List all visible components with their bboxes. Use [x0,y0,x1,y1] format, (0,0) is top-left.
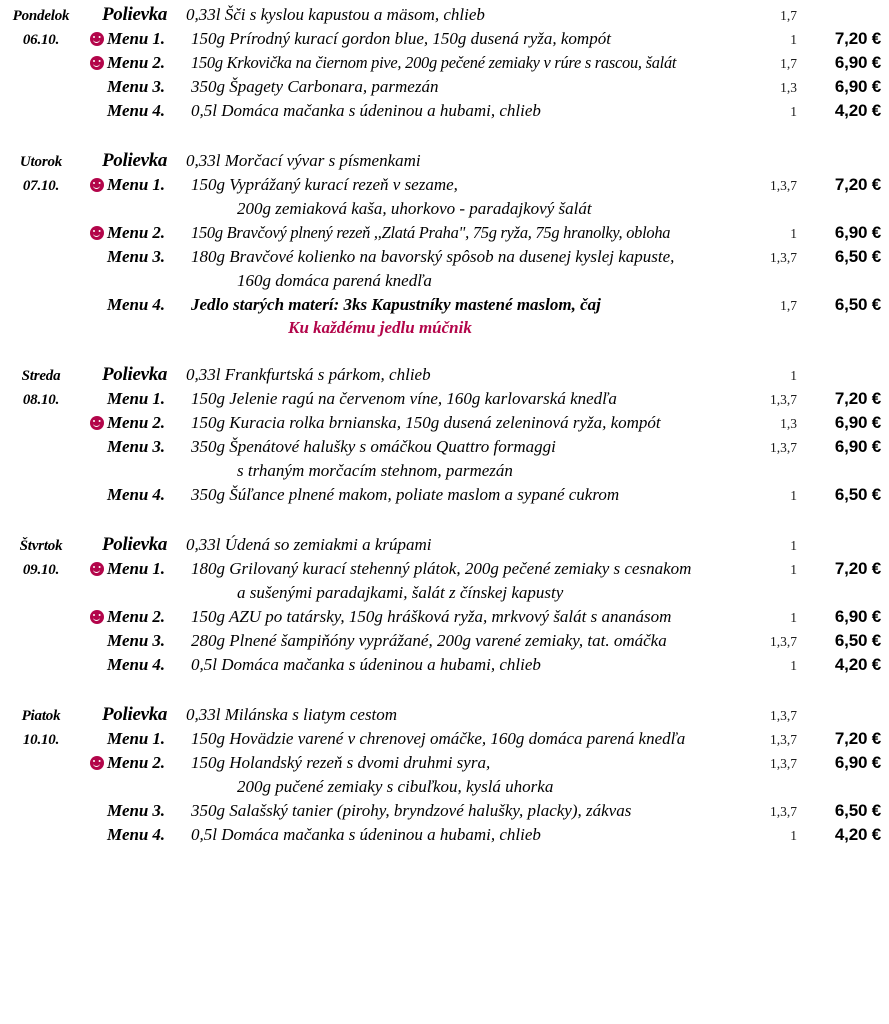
dish-price: 6,50 € [834,485,881,504]
dish-description: 150g Vyprážaný kurací rezeň v sezame, [191,175,458,194]
dish-price: 6,50 € [834,631,881,650]
allergen-codes: 1,3 [780,80,797,95]
allergen-codes: 1,3,7 [770,178,797,193]
menu-row [0,558,889,582]
dish-description: 0,33l Šči s kyslou kapustou a mäsom, chlieb [186,5,485,24]
smiley-slot [82,55,104,73]
dish-description: 0,33l Frankfurtská s párkom, chlieb [186,365,431,384]
dish-description: 150g Krkovička na čiernom pive, 200g pečené zemiaky v rúre s rascou, šalát [191,53,677,72]
day-name: Štvrtok [19,538,63,554]
smiley-face-icon [90,178,104,192]
dish-description: Jedlo starých materí: 3ks Kapustníky mastené maslom, čaj [191,295,601,314]
day-block [0,150,889,338]
soup-row [0,534,889,558]
menu-row [0,824,889,848]
smiley-face-icon [90,416,104,430]
dish-description: 280g Plnené šampiňóny vyprážané, 200g varené zemiaky, tat. omáčka [191,631,667,650]
dish-description-continuation-row [0,270,889,294]
day-date: 09.10. [22,562,60,578]
dish-price: 6,50 € [834,295,881,314]
menu-row [0,246,889,270]
dish-description: 150g Prírodný kurací gordon blue, 150g dusená ryža, kompót [191,29,611,48]
menu-row [0,412,889,436]
menu-label: Menu 2. [107,753,165,772]
menu-label: Menu 1. [107,389,165,408]
day-name: Utorok [19,154,63,170]
dish-description-continuation: s trhaným morčacím stehnom, parmezán [237,461,513,480]
day-date: 08.10. [22,392,60,408]
smiley-slot [82,755,104,773]
smiley-slot [82,177,104,195]
day-name: Piatok [21,708,61,724]
allergen-codes: 1 [790,488,797,503]
dish-description: 150g Bravčový plnený rezeň ,,Zlatá Praha", 75g ryža, 75g hranolky, obloha [191,223,671,242]
smiley-slot [82,609,104,627]
menu-row [0,174,889,198]
dish-description: 150g Hovädzie varené v chrenovej omáčke, 160g domáca parená knedľa [191,729,686,748]
dish-price: 7,20 € [834,729,881,748]
dish-description: 0,33l Údená so zemiakmi a krúpami [186,535,432,554]
dish-price: 6,90 € [834,437,881,456]
day-block [0,704,889,848]
menu-label: Menu 4. [107,295,165,314]
dish-description: 0,33l Morčací vývar s písmenkami [186,151,421,170]
dish-description: 350g Špagety Carbonara, parmezán [191,77,439,96]
menu-row [0,484,889,508]
menu-label: Menu 3. [107,801,165,820]
dish-description-continuation-row [0,776,889,800]
day-block [0,364,889,508]
dish-description: 150g Kuracia rolka brnianska, 150g dusená zeleninová ryža, kompót [191,413,661,432]
smiley-face-icon [90,756,104,770]
smiley-slot [82,415,104,433]
dish-description: 350g Šúľance plnené makom, poliate maslom a sypané cukrom [191,485,620,504]
smiley-face-icon [90,56,104,70]
menu-row [0,728,889,752]
dish-price: 7,20 € [834,29,881,48]
day-block [0,534,889,678]
soup-label: Polievka [102,364,168,385]
menu-row [0,752,889,776]
menu-row [0,52,889,76]
menu-row [0,800,889,824]
day-date: 07.10. [22,178,60,194]
menu-label: Menu 2. [107,413,165,432]
menu-days-container [0,4,889,848]
menu-label: Menu 2. [107,223,165,242]
menu-row [0,606,889,630]
dish-price: 7,20 € [834,389,881,408]
menu-label: Menu 4. [107,655,165,674]
dish-price: 4,20 € [834,825,881,844]
soup-label: Polievka [102,704,168,725]
allergen-codes: 1,3,7 [770,440,797,455]
allergen-codes: 1 [790,104,797,119]
menu-row [0,436,889,460]
menu-row [0,76,889,100]
dish-description: 180g Bravčové kolienko na bavorský spôsob na dusenej kyslej kapuste, [191,247,675,266]
dish-description-continuation-row [0,460,889,484]
menu-label: Menu 3. [107,247,165,266]
allergen-codes: 1,3,7 [770,708,797,723]
dish-description: 150g Holandský rezeň s dvomi druhmi syra, [191,753,491,772]
smiley-face-icon [90,610,104,624]
allergen-codes: 1,3,7 [770,804,797,819]
dish-description-continuation-row [0,582,889,606]
dish-description-continuation-row [0,198,889,222]
dish-description-continuation: 200g pučené zemiaky s cibuľkou, kyslá uhorka [237,777,554,796]
dish-description-continuation: 160g domáca parená knedľa [237,271,432,290]
dish-price: 6,50 € [834,247,881,266]
menu-row [0,654,889,678]
allergen-codes: 1,3,7 [770,392,797,407]
dish-description: 0,5l Domáca mačanka s údeninou a hubami, chlieb [191,655,541,674]
smiley-face-icon [90,226,104,240]
menu-label: Menu 2. [107,607,165,626]
menu-row [0,222,889,246]
dish-description: 150g Jelenie ragú na červenom víne, 160g karlovarská knedľa [191,389,617,408]
allergen-codes: 1 [790,538,797,553]
menu-label: Menu 3. [107,631,165,650]
dish-price: 6,90 € [834,77,881,96]
dish-price: 4,20 € [834,101,881,120]
soup-label: Polievka [102,534,168,555]
menu-label: Menu 1. [107,175,165,194]
dish-price: 4,20 € [834,655,881,674]
dish-description: 180g Grilovaný kurací stehenný plátok, 200g pečené zemiaky s cesnakom [191,559,692,578]
allergen-codes: 1 [790,226,797,241]
allergen-codes: 1 [790,828,797,843]
menu-row [0,28,889,52]
smiley-slot [82,561,104,579]
day-name: Streda [21,368,61,384]
dish-description: 0,5l Domáca mačanka s údeninou a hubami, chlieb [191,825,541,844]
menu-label: Menu 4. [107,485,165,504]
menu-row [0,294,889,318]
menu-row [0,388,889,412]
day-name: Pondelok [12,8,70,24]
dish-description-continuation: 200g zemiaková kaša, uhorkovo - paradajkový šalát [237,199,592,218]
allergen-codes: 1,3,7 [770,732,797,747]
allergen-codes: 1,3,7 [770,634,797,649]
soup-row [0,4,889,28]
day-block [0,4,889,124]
menu-label: Menu 4. [107,825,165,844]
menu-row [0,630,889,654]
day-date: 06.10. [22,32,60,48]
soup-label: Polievka [102,4,168,25]
dish-price: 6,90 € [834,607,881,626]
menu-label: Menu 1. [107,729,165,748]
allergen-codes: 1 [790,32,797,47]
dish-price: 6,90 € [834,223,881,242]
menu-label: Menu 2. [107,53,165,72]
allergen-codes: 1,7 [780,298,797,313]
day-date: 10.10. [22,732,60,748]
allergen-codes: 1,7 [780,56,797,71]
dish-price: 6,90 € [834,413,881,432]
allergen-codes: 1,3,7 [770,756,797,771]
menu-label: Menu 3. [107,437,165,456]
menu-label: Menu 1. [107,29,165,48]
menu-label: Menu 3. [107,77,165,96]
dessert-note-row [0,318,889,338]
smiley-slot [82,225,104,243]
allergen-codes: 1,7 [780,8,797,23]
menu-row [0,100,889,124]
allergen-codes: 1 [790,368,797,383]
dish-description: 350g Špenátové halušky s omáčkou Quattro formaggi [191,437,556,456]
soup-row [0,364,889,388]
smiley-face-icon [90,32,104,46]
allergen-codes: 1 [790,610,797,625]
dish-price: 6,90 € [834,53,881,72]
dish-description-continuation: a sušenými paradajkami, šalát z čínskej kapusty [237,583,564,602]
soup-row [0,704,889,728]
dish-price: 6,50 € [834,801,881,820]
allergen-codes: 1 [790,658,797,673]
dish-description: 350g Salašský tanier (pirohy, bryndzové halušky, placky), zákvas [191,801,632,820]
allergen-codes: 1,3 [780,416,797,431]
dish-price: 7,20 € [834,559,881,578]
menu-label: Menu 1. [107,559,165,578]
dessert-note: Ku každému jedlu múčnik [288,318,472,337]
dish-price: 7,20 € [834,175,881,194]
allergen-codes: 1,3,7 [770,250,797,265]
allergen-codes: 1 [790,562,797,577]
smiley-slot [82,31,104,49]
menu-label: Menu 4. [107,101,165,120]
dish-description: 0,33l Milánska s liatym cestom [186,705,398,724]
soup-row [0,150,889,174]
smiley-face-icon [90,562,104,576]
dish-description: 0,5l Domáca mačanka s údeninou a hubami, chlieb [191,101,541,120]
dish-description: 150g AZU po tatársky, 150g hrášková ryža, mrkvový šalát s ananásom [191,607,672,626]
soup-label: Polievka [102,150,168,171]
dish-price: 6,90 € [834,753,881,772]
